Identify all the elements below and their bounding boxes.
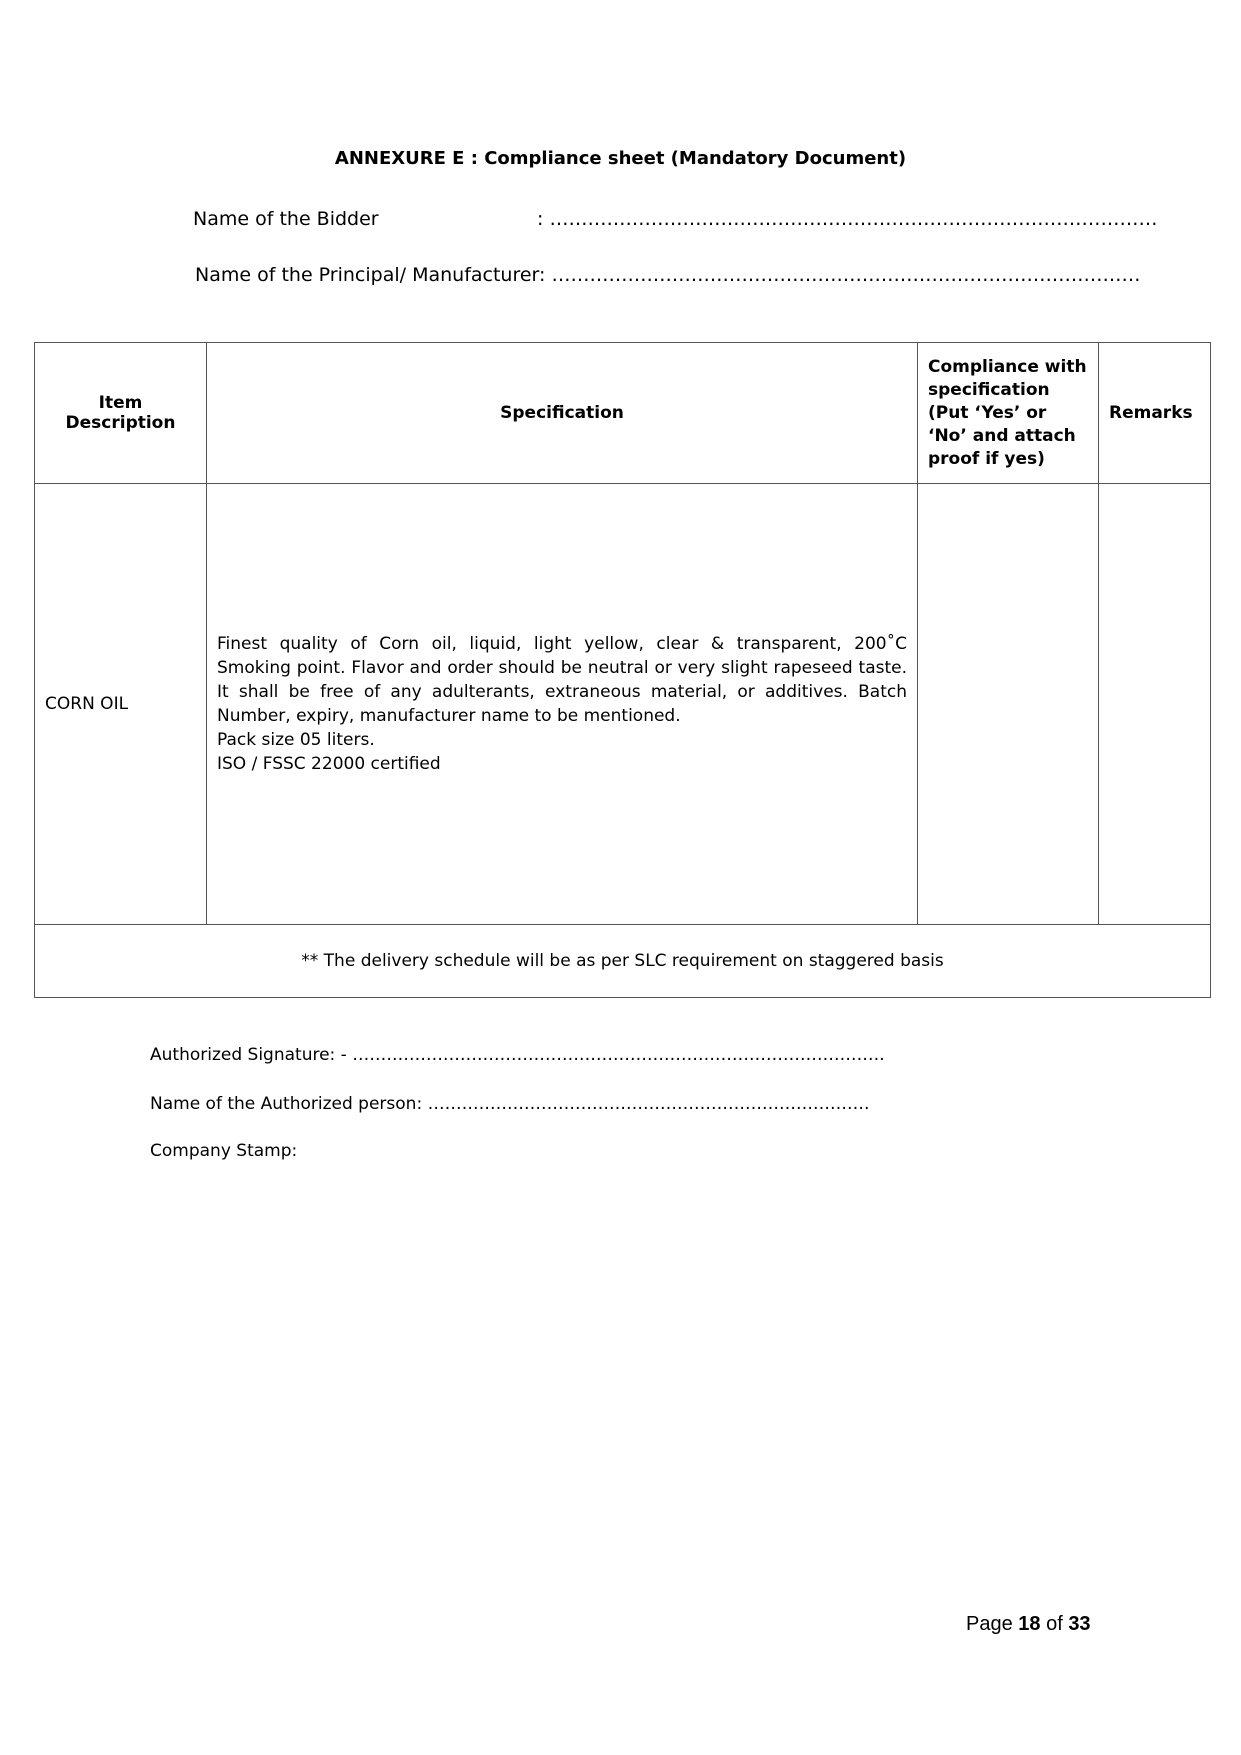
bidder-name-label: Name of the Bidder [193, 208, 379, 230]
page-number [966, 1613, 1091, 1636]
delivery-note: ** The delivery schedule will be as per SLC requirement on staggered basis [35, 925, 1211, 998]
page-current: 18 [1018, 1613, 1041, 1635]
spec-text: Finest quality of Corn oil, liquid, light yellow, clear & transparent, 200˚C Smoking point. Flavor and order should be neutral or very slight rapeseed taste. It shall be free of any adulterants, extraneous material, or additives. Batch Number, expiry, manufacturer name to be mentioned. [217, 634, 907, 726]
table-header-row [35, 343, 1211, 484]
header-compliance: Compliance with specification (Put ‘Yes’ or ‘No’ and attach proof if yes) [918, 343, 1099, 484]
page-word: Page [966, 1613, 1019, 1635]
authorized-signature-line: Authorized Signature: - …………………………………………………………………………………. [150, 1045, 885, 1065]
page-of: of [1040, 1613, 1069, 1635]
remarks-cell[interactable] [1099, 484, 1211, 925]
principal-name-blank: ………………………………………………………………………………… [551, 264, 1141, 286]
header-remarks: Remarks [1099, 343, 1211, 484]
note-row [35, 925, 1211, 998]
spec-certification: ISO / FSSC 22000 certified [217, 754, 441, 774]
table-row [35, 484, 1211, 925]
bidder-name-blank: : …………………………………………………………………………………… [537, 208, 1158, 230]
header-specification: Specification [207, 343, 918, 484]
page-total: 33 [1068, 1613, 1091, 1635]
item-cell: CORN OIL [35, 484, 207, 925]
bidder-name-field [193, 208, 1157, 230]
document-title: ANNEXURE E : Compliance sheet (Mandatory Document) [334, 148, 907, 169]
authorized-person-line: Name of the Authorized person: …………………………………………………………………… [150, 1094, 870, 1114]
compliance-table [34, 342, 1211, 998]
company-stamp-line: Company Stamp: [150, 1141, 298, 1161]
header-item-description: Item Description [35, 343, 207, 484]
spec-pack-size: Pack size 05 liters. [217, 730, 375, 750]
principal-name-label: Name of the Principal/ Manufacturer: [195, 264, 552, 286]
specification-cell [207, 484, 918, 925]
compliance-cell[interactable] [918, 484, 1099, 925]
principal-name-field [195, 264, 1140, 286]
